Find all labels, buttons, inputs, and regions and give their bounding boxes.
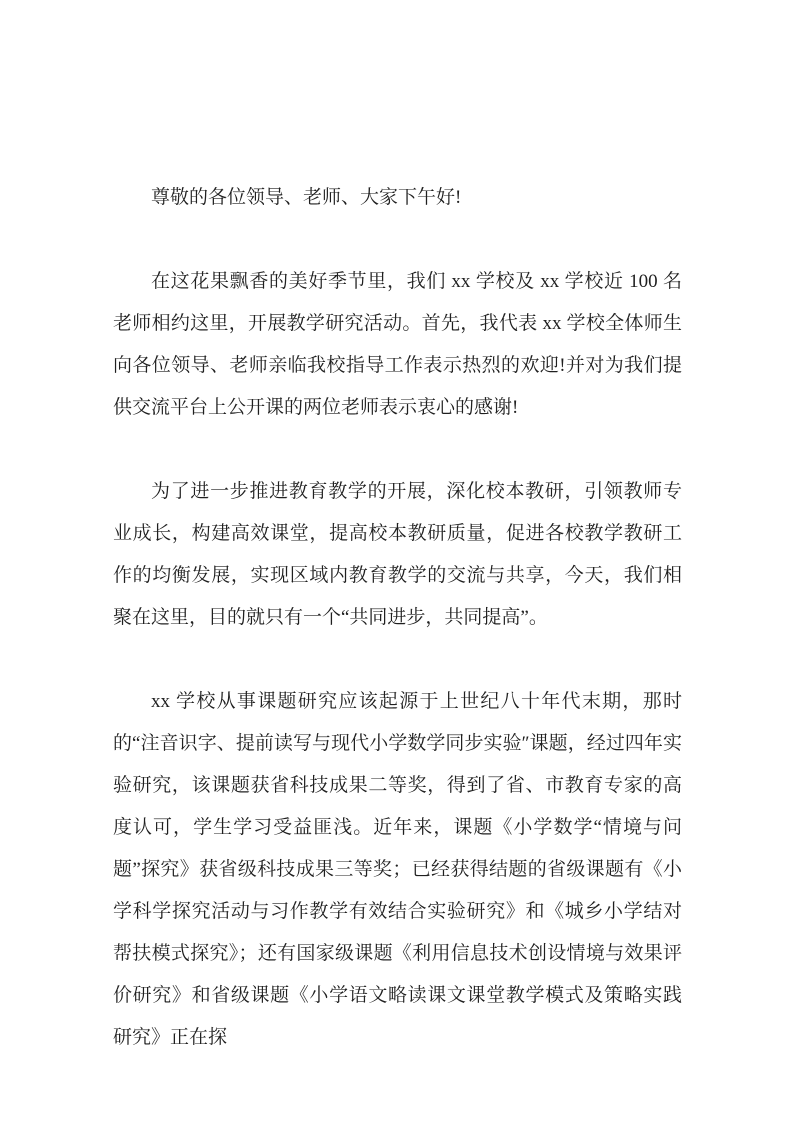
- paragraph-purpose: 为了进一步推进教育教学的开展，深化校本教研，引领教师专业成长，构建高效课堂，提高校本教研质量，促进各校教学教研工作的均衡发展，实现区域内教育教学的交流与共享，今天，我们相聚在这里，目的就只有一个“共同进步，共同提高”。: [113, 481, 682, 628]
- paragraph-research-history: xx 学校从事课题研究应该起源于上世纪八十年代末期，那时的“注音识字、提前读写与现代小学数学同步实验″课题，经过四年实验研究，该课题获省科技成果二等奖，得到了省、市教育专家的高度认可，学生学习受益匪浅。近年来，课题《小学数学“情境与问题”探究》获省级科技成果三等奖；已经获得结题的省级课题有《小学科学探究活动与习作教学有效结合实验研究》和《城乡小学结对帮扶模式探究》；还有国家级课题《利用信息技术创设情境与效果评价研究》和省级课题《小学语文略读课文课堂教学模式及策略实践研究》正在探: [113, 691, 682, 1048]
- paragraph-welcome: 在这花果飘香的美好季节里，我们 xx 学校及 xx 学校近 100 名老师相约这里，开展教学研究活动。首先，我代表 xx 学校全体师生向各位领导、老师亲临我校指导工作表示热烈的欢迎!并对为我们提供交流平台上公开课的两位老师表示衷心的感谢!: [113, 271, 682, 418]
- paragraph-greeting: 尊敬的各位领导、老师、大家下午好!: [151, 187, 462, 208]
